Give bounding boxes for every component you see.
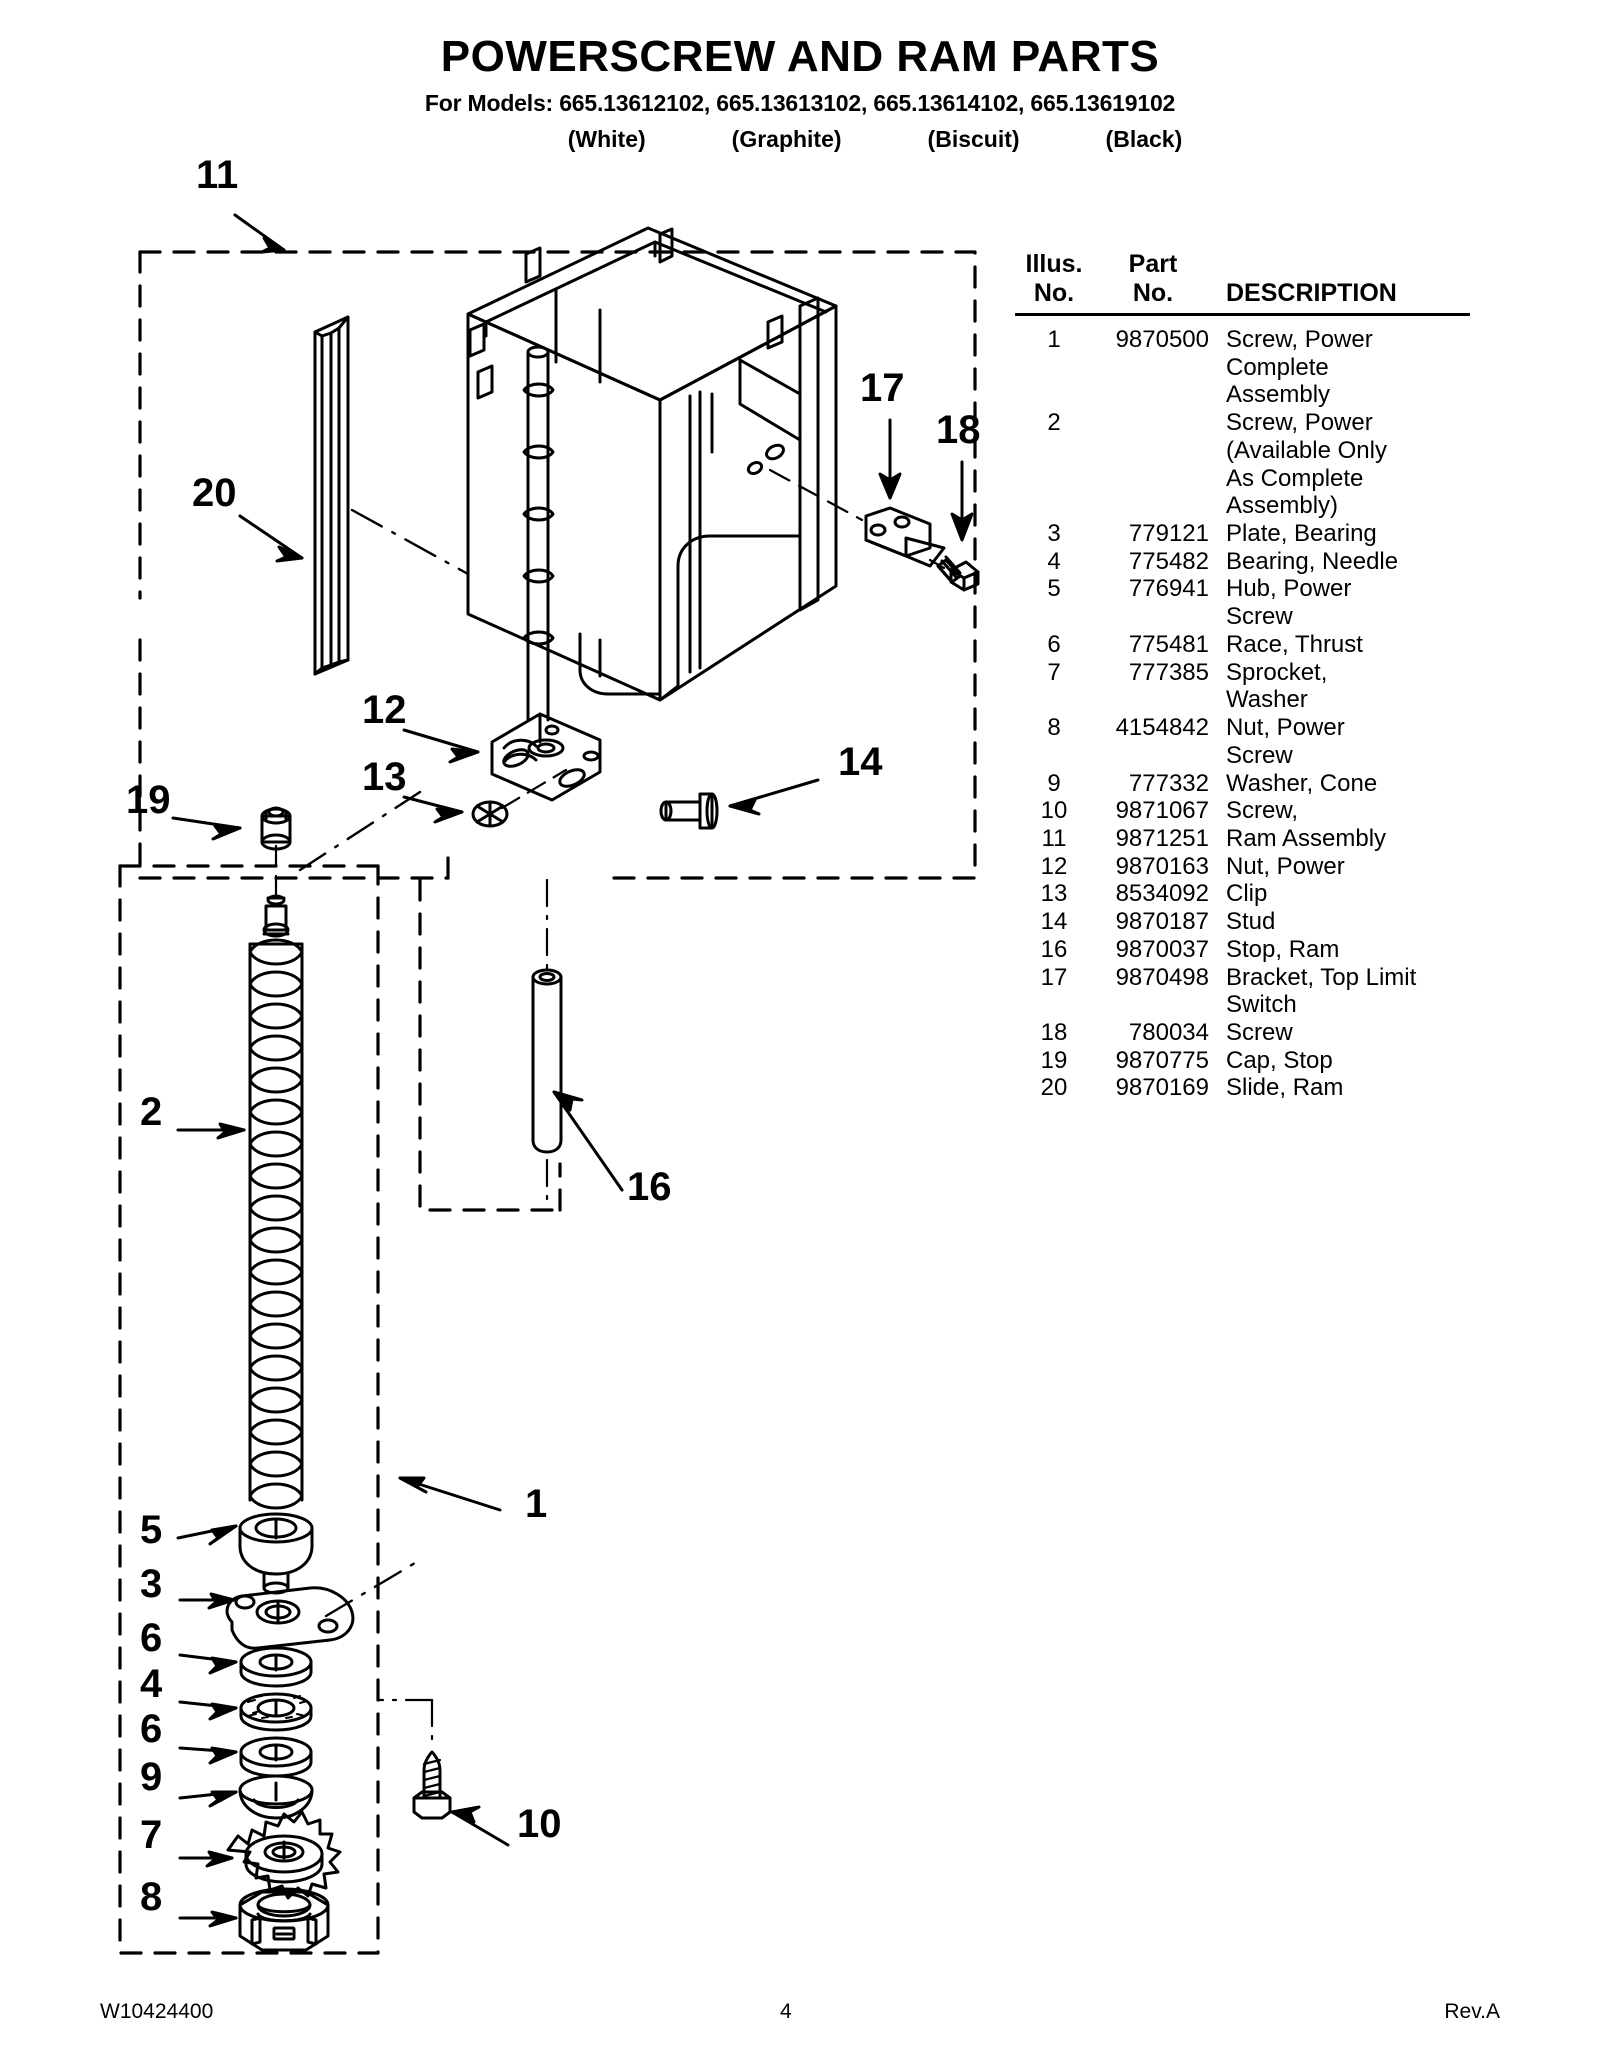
cell-illus-no: 13 <box>1040 880 1068 908</box>
description-text: Clip <box>1226 880 1268 908</box>
table-row <box>1015 853 1515 881</box>
bearing-plate-part <box>227 1588 353 1648</box>
description-text: Race, Thrust <box>1226 630 1363 658</box>
callout-label-20: 20 <box>192 471 237 515</box>
ram-slide-part <box>315 317 348 674</box>
callout-4-leader <box>180 1702 236 1719</box>
callout-label-1: 1 <box>525 1482 548 1526</box>
callout-label-9: 9 <box>140 1755 163 1799</box>
cell-description <box>1213 908 1515 936</box>
cell-illus-no: 4 <box>1047 547 1061 575</box>
cell-part-no: 777332 <box>1128 769 1209 797</box>
callout-17-leader <box>880 420 900 498</box>
callout-8-leader <box>180 1912 236 1926</box>
assembly-screw-part <box>414 1752 450 1818</box>
cell-description <box>1213 548 1515 576</box>
cell-description <box>1213 659 1515 714</box>
bracket-mount-centerline <box>770 470 862 520</box>
cell-part-no: 9870498 <box>1115 963 1209 991</box>
table-row <box>1015 1074 1515 1102</box>
cell-part-no: 775482 <box>1128 547 1209 575</box>
power-screw-hub-part <box>240 1514 312 1593</box>
thrust-race-upper-part <box>241 1648 311 1686</box>
description-continuation: Assembly) <box>1226 492 1339 520</box>
cell-part-no: 9870163 <box>1115 852 1209 880</box>
revision-label: Rev.A <box>1444 2000 1500 2023</box>
cell-description <box>1213 964 1515 1019</box>
header-illus-no: Illus. No. <box>1025 250 1083 307</box>
description-text: Cap, Stop <box>1226 1046 1333 1074</box>
callout-12-leader <box>404 730 478 762</box>
cell-description <box>1213 1047 1515 1075</box>
description-text: Screw, Power <box>1226 326 1373 353</box>
description-text: Stop, Ram <box>1226 935 1340 963</box>
cell-description <box>1213 880 1515 908</box>
ram-stop-part <box>533 970 561 1152</box>
callout-3-leader <box>180 1594 234 1608</box>
callout-10-leader <box>452 1807 508 1845</box>
callout-label-7: 7 <box>140 1813 163 1857</box>
cell-illus-no: 19 <box>1040 1046 1068 1074</box>
table-row <box>1015 714 1515 769</box>
cell-description <box>1213 409 1515 520</box>
callout-label-10: 10 <box>517 1802 562 1846</box>
slide-assembly-centerline <box>352 510 468 574</box>
table-row <box>1015 520 1515 548</box>
description-text: Screw, Power <box>1226 409 1373 437</box>
cell-description <box>1213 631 1515 659</box>
color-black: (Black) <box>1105 126 1183 153</box>
clip-part <box>473 802 507 826</box>
table-row <box>1015 575 1515 630</box>
color-biscuit: (Biscuit) <box>927 126 1020 153</box>
table-row <box>1015 825 1515 853</box>
description-text: Screw <box>1226 1018 1293 1046</box>
cell-illus-no: 8 <box>1047 714 1061 742</box>
assembly-link-centerline <box>300 792 420 1616</box>
cell-part-no: 9870775 <box>1115 1046 1209 1074</box>
cell-part-no: 4154842 <box>1115 714 1209 742</box>
cell-description <box>1213 825 1515 853</box>
cell-part-no: 9870169 <box>1115 1074 1209 1102</box>
cell-description <box>1213 714 1515 769</box>
stud-part <box>661 794 717 828</box>
cell-part-no: 780034 <box>1128 1018 1209 1046</box>
cell-description <box>1213 770 1515 798</box>
description-continuation: Switch <box>1226 991 1297 1019</box>
cell-description <box>1213 797 1515 825</box>
description-text: Bracket, Top Limit <box>1226 963 1417 991</box>
cell-description <box>1213 1019 1515 1047</box>
cell-illus-no: 3 <box>1047 520 1061 548</box>
cell-illus-no: 12 <box>1040 852 1068 880</box>
cell-illus-no: 2 <box>1047 409 1061 437</box>
callout-label-12: 12 <box>362 688 407 732</box>
cell-description <box>1213 575 1515 630</box>
callout-label-8: 8 <box>140 1875 163 1919</box>
table-row <box>1015 1019 1515 1047</box>
cell-illus-no: 14 <box>1040 908 1068 936</box>
ram-stop-boundary <box>420 880 560 1210</box>
callout-11-leader <box>235 215 284 252</box>
cell-illus-no: 16 <box>1040 935 1068 963</box>
cell-description <box>1213 1074 1515 1102</box>
table-header-rule <box>1015 313 1470 316</box>
table-row <box>1015 659 1515 714</box>
table-row <box>1015 908 1515 936</box>
description-text: Ram Assembly <box>1226 824 1387 852</box>
callout-19-leader <box>173 818 240 839</box>
cell-description <box>1213 326 1515 409</box>
top-limit-bracket-part <box>866 508 944 566</box>
description-text: Washer, Cone <box>1226 769 1378 797</box>
description-continuation: Complete <box>1226 353 1329 381</box>
powerscrew-shaft-inner <box>524 347 553 720</box>
description-continuation: Screw <box>1226 603 1293 631</box>
ram-cabinet-body <box>468 228 836 700</box>
cell-illus-no: 11 <box>1041 824 1067 852</box>
callout-20-leader <box>240 516 302 561</box>
description-text: Screw, <box>1226 797 1299 825</box>
callout-6a-leader <box>180 1655 236 1673</box>
table-row <box>1015 548 1515 576</box>
cell-part-no <box>1093 409 1213 520</box>
thrust-race-lower-part <box>241 1738 311 1776</box>
callout-label-19: 19 <box>126 778 171 822</box>
description-continuation: Screw <box>1226 741 1293 769</box>
color-white: (White) <box>567 126 646 153</box>
cell-part-no: 9870037 <box>1115 935 1209 963</box>
callout-label-2: 2 <box>140 1090 163 1134</box>
cell-description <box>1213 520 1515 548</box>
cell-part-no: 9870187 <box>1115 908 1209 936</box>
description-continuation: Washer <box>1226 686 1308 714</box>
callout-label-16: 16 <box>627 1165 672 1209</box>
callout-label-5: 5 <box>140 1508 163 1552</box>
table-header <box>1015 250 1515 308</box>
cell-illus-no: 5 <box>1047 575 1061 603</box>
callout-1-leader <box>400 1478 500 1510</box>
cell-part-no: 8534092 <box>1115 880 1209 908</box>
callout-label-14: 14 <box>838 740 883 784</box>
description-text: Stud <box>1226 908 1276 936</box>
power-screw-nut-part <box>240 1889 328 1950</box>
callout-13-leader <box>404 797 462 822</box>
table-row <box>1015 631 1515 659</box>
callout-label-11: 11 <box>196 153 239 197</box>
header-part-no: Part No. <box>1128 250 1178 307</box>
cell-illus-no: 18 <box>1040 1018 1068 1046</box>
cell-illus-no: 9 <box>1047 769 1061 797</box>
cell-illus-no: 1 <box>1047 326 1061 353</box>
cell-part-no: 779121 <box>1128 520 1209 548</box>
table-row <box>1015 880 1515 908</box>
callout-14-leader <box>730 780 818 814</box>
cell-part-no: 9870500 <box>1115 326 1209 353</box>
description-continuation: As Complete <box>1226 464 1364 492</box>
description-continuation: (Available Only <box>1226 436 1387 464</box>
description-continuation: Assembly <box>1226 381 1331 409</box>
cell-part-no: 776941 <box>1128 575 1209 603</box>
cell-description <box>1213 853 1515 881</box>
cell-part-no: 775481 <box>1128 630 1209 658</box>
description-text: Bearing, Needle <box>1226 547 1399 575</box>
cell-illus-no: 20 <box>1040 1074 1068 1102</box>
needle-bearing-part <box>241 1694 311 1730</box>
page-number: 4 <box>780 2000 792 2023</box>
callout-label-6-upper: 6 <box>140 1616 163 1660</box>
description-text: Plate, Bearing <box>1226 520 1377 548</box>
cell-part-no: 9871251 <box>1115 824 1209 852</box>
power-nut-part <box>492 714 600 800</box>
stop-cap-part <box>262 808 290 849</box>
clip-nut-centerline <box>502 770 566 808</box>
table-row <box>1015 326 1515 409</box>
callout-label-17: 17 <box>860 366 905 410</box>
table-row <box>1015 797 1515 825</box>
document-number: W10424400 <box>100 2000 214 2023</box>
description-text: Nut, Power <box>1226 852 1345 880</box>
page-title: POWERSCREW AND RAM PARTS <box>440 32 1160 81</box>
parts-list-table <box>1015 250 1515 1102</box>
table-row <box>1015 770 1515 798</box>
description-text: Sprocket, <box>1226 658 1328 686</box>
header-description: DESCRIPTION <box>1226 279 1397 307</box>
thread-coils <box>250 940 302 1508</box>
callout-label-3: 3 <box>140 1562 163 1606</box>
table-row <box>1015 1047 1515 1075</box>
cell-illus-no: 6 <box>1047 630 1061 658</box>
cell-part-no: 9871067 <box>1115 797 1209 825</box>
callout-7-leader <box>180 1852 232 1866</box>
models-line: For Models: 665.13612102, 665.13613102, 665.13614102, 665.13619102 <box>424 90 1176 117</box>
callout-2-leader <box>178 1124 244 1138</box>
table-row <box>1015 936 1515 964</box>
callout-18-leader <box>952 462 972 540</box>
description-text: Hub, Power <box>1226 575 1352 603</box>
cell-description <box>1213 936 1515 964</box>
callout-9-leader <box>180 1792 236 1806</box>
table-row <box>1015 409 1515 520</box>
table-row <box>1015 964 1515 1019</box>
callout-5-leader <box>178 1526 236 1544</box>
callout-label-6-lower: 6 <box>140 1707 163 1751</box>
cell-illus-no: 10 <box>1040 797 1068 825</box>
powerscrew-threaded-shaft <box>250 896 302 1508</box>
limit-bracket-screw-part <box>938 557 978 590</box>
cell-part-no: 777385 <box>1128 658 1209 686</box>
callout-label-4: 4 <box>140 1662 163 1706</box>
screw-10-centerline <box>378 1700 432 1748</box>
callout-6b-leader <box>180 1748 236 1763</box>
callout-labels <box>126 153 981 1919</box>
cell-illus-no: 7 <box>1047 658 1061 686</box>
cell-illus-no: 17 <box>1040 963 1068 991</box>
callout-label-18: 18 <box>936 408 981 452</box>
description-text: Slide, Ram <box>1226 1074 1344 1102</box>
callout-label-13: 13 <box>362 755 407 799</box>
table-body <box>1015 326 1515 1102</box>
color-graphite: (Graphite) <box>731 126 842 153</box>
sprocket-washer-part <box>228 1812 340 1898</box>
callout-16-leader <box>554 1092 622 1190</box>
description-text: Nut, Power <box>1226 714 1345 742</box>
